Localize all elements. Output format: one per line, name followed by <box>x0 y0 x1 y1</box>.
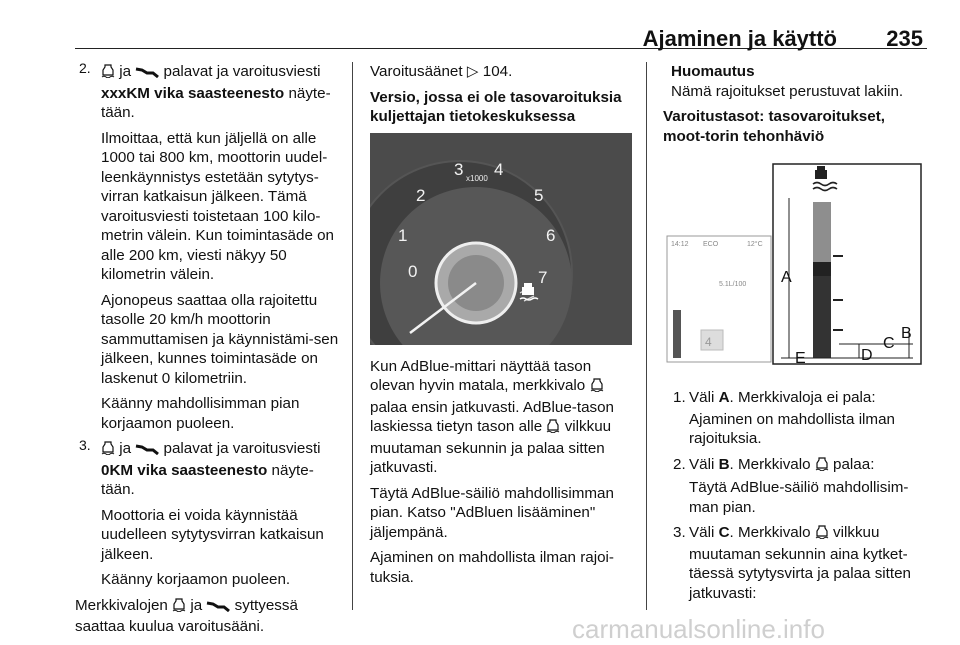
column-divider <box>352 62 353 610</box>
adblue-icon <box>815 525 829 545</box>
tick-label: 7 <box>538 267 548 287</box>
display-time: 14:12 <box>671 241 689 248</box>
column-2 <box>370 62 632 593</box>
label-e: E <box>795 350 806 367</box>
paragraph: Käänny korjaamon puoleen. <box>101 571 291 588</box>
display-gear: 4 <box>705 335 712 349</box>
paragraph: Täytä AdBlue-säiliö mahdollisimman pian. Katso "AdBluen lisääminen" jäljempänä. <box>370 484 614 541</box>
label-a: A <box>781 269 792 286</box>
list-item: 2. ja palavat ja varoitusviesti xxxKM vika saasteenesto näyte-tään. Ilmoittaa, että kun jäljellä on alle 1000 tai 800 km, moottorin uudel-leenkäynnistys estetään sytytys-virran katkaisun jälkeen. Tämä varoitusviesti toistetaan 100 kilo-metrin välein. Kun toimintasäde on alle 200 km, viesti näkyy 50 kilometrin välein. Ajonopeus saattaa olla rajoitettu tasolle 20 km/h moottorin sammuttamisen ja käynnistämi-sen jälkeen, kunnes toimintasäde on laskenut 0 kilometriin. Käänny mahdollisimman pian korjaamon puoleen. <box>75 62 345 433</box>
column-1 <box>75 62 345 643</box>
paragraph: Moottoria ei voida käynnistää uudelleen sytytysvirran katkaisun jälkeen. <box>101 506 324 563</box>
warning-message: xxxKM vika saasteenesto <box>101 84 285 102</box>
note-box <box>663 62 928 101</box>
section-heading: Varoitustasot: tasovaroitukset, moot-torin tehonhäviö <box>663 108 885 145</box>
paragraph: Ajonopeus saattaa olla rajoitettu tasolle 20 km/h moottorin sammuttamisen ja käynnistämi-sen jälkeen, kunnes toimintasäde on laskenut 0 kilometriin. <box>101 291 339 387</box>
display-consumption: 5.1L/100 <box>719 281 747 288</box>
adblue-icon <box>546 419 560 439</box>
tick-label: 0 <box>408 261 418 281</box>
page-number: 235 <box>886 26 923 51</box>
list-item: 3. ja palavat ja varoitusviesti 0KM vika saasteenesto näyte-tään. Moottoria ei voida käynnistää uudelleen sytytysvirran katkaisun jälkeen. Käänny korjaamon puoleen. <box>75 439 345 590</box>
warning-message: 0KM vika saasteenesto <box>101 461 268 479</box>
paragraph: Ajaminen on mahdollista ilman rajoi-tuksia. <box>370 549 614 586</box>
column-3 <box>663 62 928 609</box>
item-number: 3. <box>79 437 91 453</box>
tick-label: 2 <box>416 185 426 205</box>
gauge-unit: x1000 <box>466 173 488 183</box>
paragraph: Ilmoittaa, että kun jäljellä on alle 1000 tai 800 km, moottorin uudel-leenkäynnistys estetään sytytys-virran katkaisun jälkeen. Tämä varoitusviesti toistetaan 100 kilo-metrin välein. Kun toimintasäde on alle 200 km, viesti näkyy 50 kilometrin välein. <box>101 129 335 283</box>
cross-reference: Varoitusäänet ▷ 104. <box>370 63 513 80</box>
adblue-level-illustration <box>663 160 928 372</box>
tick-label: 3 <box>454 159 464 179</box>
paragraph: Kun AdBlue-mittari näyttää tason olevan hyvin matala, merkkivalo palaa ensin jatkuvasti. AdBlue-tason laskiessa tietyn tason alle vilkkuu muutaman sekunnin ja palaa sitten jatkuvasti. <box>370 357 615 476</box>
note-title: Huomautus <box>671 63 755 80</box>
adblue-icon <box>101 64 115 84</box>
engine-warning-icon <box>135 441 159 461</box>
list-item: 1. Väli A. Merkkivaloja ei pala: Ajaminen on mahdollista ilman rajoituksia. <box>673 389 895 447</box>
watermark: carmanualsonline.info <box>572 614 825 644</box>
engine-warning-icon <box>135 64 159 84</box>
arrow-icon: ▷ <box>466 63 479 80</box>
page-title: Ajaminen ja käyttö <box>642 26 837 51</box>
tick-label: 4 <box>494 159 504 179</box>
label-c: C <box>883 335 895 352</box>
label-d: D <box>861 347 873 364</box>
tachometer-illustration <box>370 133 632 345</box>
note-text: Nämä rajoitukset perustuvat lakiin. <box>671 82 904 100</box>
adblue-icon <box>815 457 829 477</box>
item-number: 2. <box>79 60 91 76</box>
adblue-icon <box>101 441 115 461</box>
section-heading: Versio, jossa ei ole tasovaroituksia kuljettajan tietokeskuksessa <box>370 88 622 125</box>
display-mode: ECO <box>703 241 719 248</box>
list-item: 2. Väli B. Merkkivalo palaa: Täytä AdBlue-säiliö mahdollisim-man pian. <box>673 455 909 516</box>
paragraph: Merkkivalojen ja syttyessä saattaa kuulua varoitusääni. <box>75 596 298 635</box>
display-temp: 12°C <box>747 241 763 248</box>
paragraph: Käänny mahdollisimman pian korjaamon puoleen. <box>101 395 300 432</box>
tick-label: 5 <box>534 185 544 205</box>
tick-label: 6 <box>546 225 556 245</box>
page-header <box>75 6 927 49</box>
column-divider <box>646 62 647 610</box>
adblue-icon <box>590 378 604 398</box>
list-item: 3. Väli C. Merkkivalo vilkkuu muutaman sekunnin aina kytket-täessä sytytysvirta ja palaa sitten jatkuvasti: <box>673 524 912 602</box>
label-b: B <box>901 325 912 342</box>
adblue-icon <box>172 598 186 618</box>
tick-label: 1 <box>398 225 408 245</box>
engine-warning-icon <box>206 598 230 618</box>
